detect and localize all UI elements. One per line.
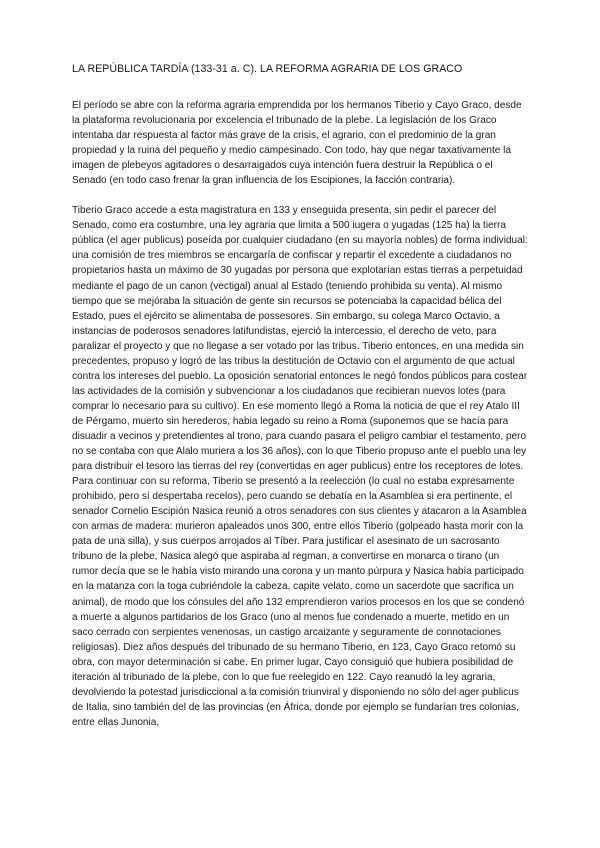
document-title: LA REPÚBLICA TARDÍA (133-31 a. C). LA REFORMA AGRARIA DE LOS GRACO <box>72 63 463 75</box>
paragraph-tiberio-graco: Tiberio Graco accede a esta magistratura en 133 y enseguida presenta, sin pedir el parecer del Senado, como era costumbre, una ley agraria que limita a 500 iugera o yugadas (125 ha) la tierra pública (el ager publicus) poseída por cualquier ciudadano (en su mayoría nobles) de forma individual: una comisión de tres miembros se encargaría de confiscar y repartir el excedente a ciudadanos no propietarios hasta un máximo de 30 yugadas por persona que explotarían estas tierras a perpetuidad mediante el pago de un canon (vectigal) anual al Estado (teniendo prohibida su venta). Al mismo tiempo que se mejóraba la situación de gente sin recursos se potenciaba la capacidad bélica del Estado, pues el ejército se alimentaba de possesores. Sin embargo, su colega Marco Octavio, a instancias de poderosos senadores latifundistas, ejerció la intercessio, el derecho de veto, para paralizar el proyecto y que no llegase a ser votado por las tribus. Tiberio entonces, en una medida sin precedentes, propuso y logró de las tribus la destitución de Octavio con el argumento de que actual contra los intereses del pueblo. La oposición senatorial entonces le negó fondos públicos para costear las actividades de la comisión y subvencionar a los ciudadanos que recibieran nuevos lotes (para comprar lo necesario para su cultivo). En ese momento llegó a Roma la noticia de que el rey Atalo III de Pérgamo, muerto sin herederos, habia legado su reino a Roma (suponemos que se hacía para disuadir a vecinos y pretendientes al trono, para cuando pasara el peligro cambiar el testamento, pero no se contaba con que Alalo muriera a los 36 años), con lo que Tiberio propuso ante el pueblo una ley para distribuir el tesoro las tierras del rey (convertidas en ager publicus) entre los receptores de lotes. Para continuar con su reforma, Tiberio se presentó a la reelección (lo cual no estaba expresamente prohibido, pero sí despertaba recelos), pero cuando se debatía en la Asamblea si era pertinente, el senador Cornelio Escipión Nasica reunió a otros senadores con sus clientes y atacaron a la Asamblea con armas de madera: murieron apaleados unos 300, entre ellos Tiberio (golpeado hasta morir con la pata de una silla), y sus cuerpos arrojados al Tíber. Para justificar el asesinato de un sacrosanto tribuno de la plebe, Nasica alegó que aspiraba al regman, a convertirse en monarca o tirano (un rumor decía que se le había visto mirando una corona y un manto púrpura y Nasica había participado en la matanza con la toga cubriéndole la cabeza, capite velato, como un sacerdote que sacrifica un animal), de modo que los cónsules del año 132 emprendieron varios procesos en los que se condenó a muerte a algunos partidarios de los Graco (uno al menos fue condenado a muerte, metido en un saco cerrado con serpientes venenosas, un castigo arcaizante y seguramente de connotaciones religiosas). Diez años después del tribunado de su hermano Tiberio, en 123, Cayo Graco retomó su obra, con mayor determinación si cabe. En primer lugar, Cayo consiguió que hubiera posibilidad de iteración al tribunado de la plebe, con lo que fue reelegido en 122. Cayo reanudó la ley agraria, devolviendo la potestad jurisdiccional a la comisión triunviral y disponiendo no sólo del ager publicus de Italia, sino también del de las provincias (en África, donde por ejemplo se fundarían tres colonias, entre ellas Junonia, <box>72 205 528 728</box>
document-page <box>72 62 528 842</box>
paragraph-intro: El período se abre con la reforma agraria emprendida por los hermanos Tiberio y Cayo Graco, desde la plataforma revolucionaria por excelencia el tribunado de la plebe. La legislación de los Graco intentaba dar respuesta al factor más grave de la crisis, el agrario, con el predominio de la gran propiedad y la ruina del pequeño y medio campesinado. Con todo, hay que negar taxativamente la imagen de plebeyos agitadores o desarraigados cuya intención fuera destruir la República o el Senado (en todo caso frenar la gran influencia de los Escipiones, la facción contraria). <box>72 100 522 187</box>
